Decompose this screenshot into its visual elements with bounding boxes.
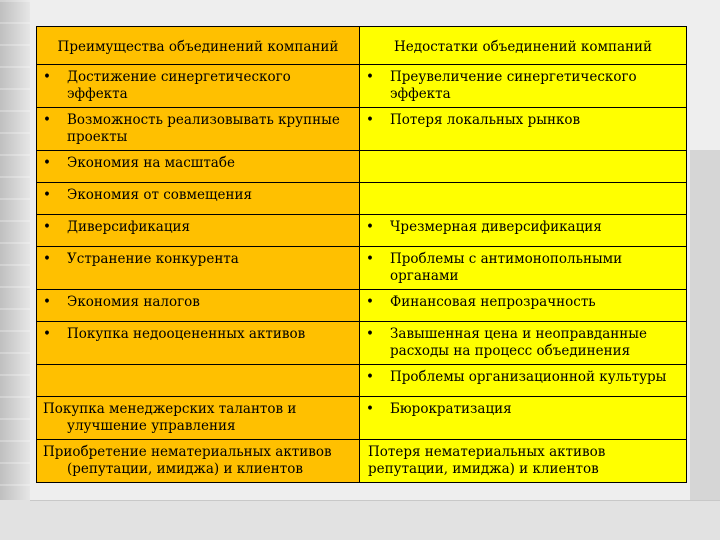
advantage-text: Возможность реализовывать крупные проекты [67, 112, 340, 145]
advantage-cell [37, 247, 360, 290]
bullet: • [43, 112, 51, 128]
advantage-text: Покупка недооцененных активов [67, 326, 306, 342]
header-row [37, 27, 687, 65]
advantage-cell [37, 440, 360, 483]
bullet: • [366, 401, 374, 417]
advantage-cell [37, 397, 360, 440]
disadvantage-cell [360, 290, 687, 322]
advantage-text: Экономия на масштабе [67, 155, 235, 171]
slide-right-band [690, 150, 720, 500]
slide-bottom-line [30, 500, 720, 501]
disadvantage-text: Финансовая непрозрачность [390, 294, 596, 310]
advantage-cell [37, 215, 360, 247]
disadvantage-text: Преувеличение синергетического эффекта [390, 69, 637, 102]
bullet: • [366, 251, 374, 267]
disadvantage-cell [360, 322, 687, 365]
bullet: • [43, 326, 51, 342]
advantage-text: Устранение конкурента [67, 251, 239, 267]
comparison-table [36, 26, 687, 483]
table-row [37, 108, 687, 151]
bullet: • [43, 251, 51, 267]
table-row [37, 290, 687, 322]
table-row [37, 247, 687, 290]
table-row [37, 322, 687, 365]
disadvantage-cell-empty [360, 183, 687, 215]
advantage-cell-empty [37, 365, 360, 397]
disadvantage-text: Потеря нематериальных активов репутации, имиджа) и клиентов [368, 444, 606, 477]
bullet: • [366, 112, 374, 128]
advantage-text: Диверсификация [67, 219, 191, 235]
slide-left-stripes [0, 0, 30, 540]
table-row [37, 215, 687, 247]
advantage-cell [37, 290, 360, 322]
disadvantage-cell [360, 365, 687, 397]
disadvantage-cell [360, 440, 687, 483]
advantage-text: Приобретение нематериальных активов (репутации, имиджа) и клиентов [43, 444, 332, 477]
disadvantage-text: Бюрократизация [390, 401, 512, 417]
disadvantage-cell [360, 247, 687, 290]
bullet: • [366, 369, 374, 385]
advantage-cell [37, 108, 360, 151]
slide-bottom-band [0, 500, 720, 540]
disadvantage-text: Потеря локальных рынков [390, 112, 581, 128]
header-advantages: Преимущества объединений компаний [37, 27, 360, 65]
bullet: • [43, 155, 51, 171]
header-disadvantages: Недостатки объединений компаний [360, 27, 687, 65]
bullet: • [366, 219, 374, 235]
bullet: • [43, 69, 51, 85]
table-row [37, 365, 687, 397]
disadvantage-text: Завышенная цена и неоправданные расходы на процесс объединения [390, 326, 647, 359]
disadvantage-text: Чрезмерная диверсификация [390, 219, 602, 235]
advantage-text: Достижение синергетического эффекта [67, 69, 291, 102]
disadvantage-cell [360, 108, 687, 151]
advantage-cell [37, 183, 360, 215]
advantage-cell [37, 151, 360, 183]
bullet: • [43, 219, 51, 235]
advantage-cell [37, 322, 360, 365]
bullet: • [366, 69, 374, 85]
disadvantage-cell [360, 397, 687, 440]
advantage-text: Экономия от совмещения [67, 187, 253, 203]
disadvantage-cell [360, 215, 687, 247]
table-row [37, 183, 687, 215]
disadvantage-text: Проблемы организационной культуры [390, 369, 667, 385]
table-row [37, 397, 687, 440]
disadvantage-text: Проблемы с антимонопольными органами [390, 251, 623, 284]
advantage-cell [37, 65, 360, 108]
table-row [37, 65, 687, 108]
table-row [37, 151, 687, 183]
advantage-text: Экономия налогов [67, 294, 200, 310]
bullet: • [43, 187, 51, 203]
bullet: • [366, 326, 374, 342]
table-row [37, 440, 687, 483]
disadvantage-cell-empty [360, 151, 687, 183]
bullet: • [366, 294, 374, 310]
slide-left-gradient [0, 0, 30, 540]
disadvantage-cell [360, 65, 687, 108]
bullet: • [43, 294, 51, 310]
advantage-text: Покупка менеджерских талантов и улучшение управления [43, 401, 297, 434]
